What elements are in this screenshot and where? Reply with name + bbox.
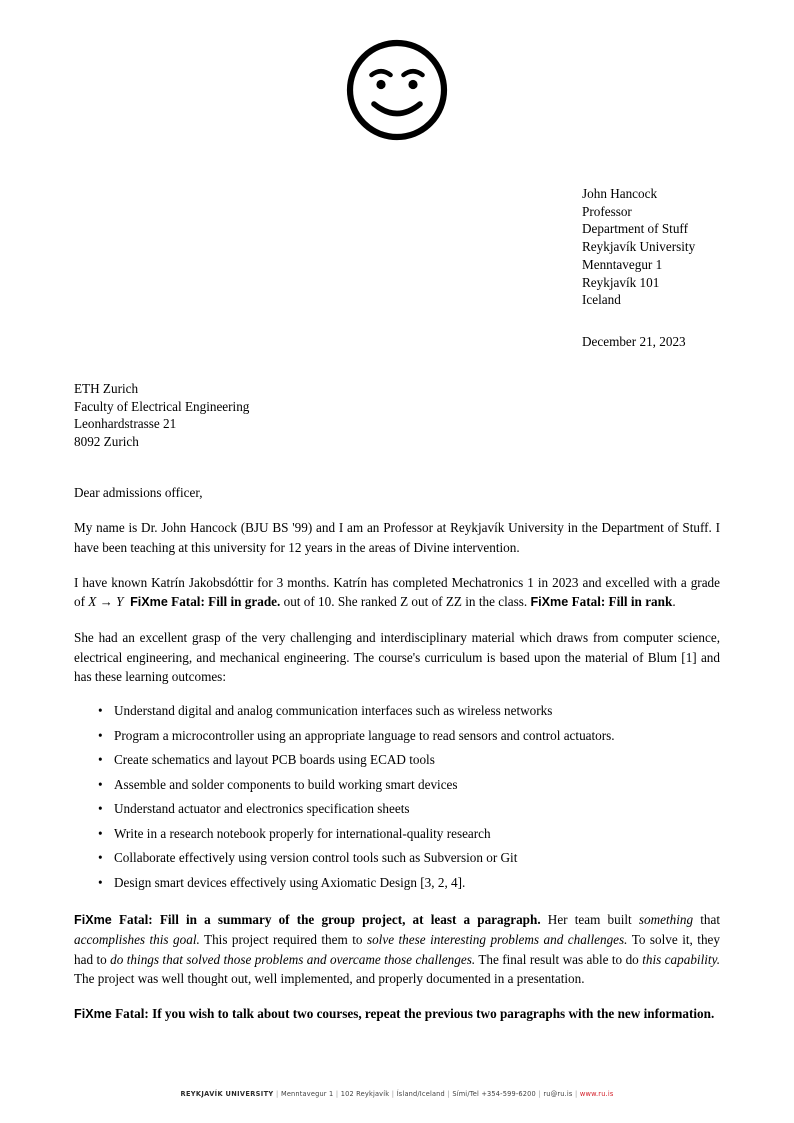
list-item: • Collaborate effectively using version control tools such as Subversion or Git xyxy=(114,848,720,867)
project-placeholder-solutions: do things that solved those problems and overcame those challenges. xyxy=(110,951,476,967)
sender-street: Menntavegur 1 xyxy=(582,256,663,272)
paragraph-group-project xyxy=(74,910,720,988)
list-item: • Program a microcontroller using an appropriate language to read sensors and control actuators. xyxy=(114,726,720,745)
project-seg3: This project required them to xyxy=(199,932,367,948)
paragraph-introduction: My name is Dr. John Hancock (BJU BS '99) and I am an Professor at Reykjavík University in the Department of Stuff. I have been teaching at this university for 12 years in the areas of Divine intervention. xyxy=(74,520,720,555)
footer-separator: | xyxy=(391,1090,395,1098)
list-item: • Assemble and solder components to build working smart devices xyxy=(114,775,720,794)
project-seg5: The final result was able to do xyxy=(475,951,643,967)
list-item: • Write in a research notebook properly for international-quality research xyxy=(114,824,720,843)
fixme-note-summary: Fatal: Fill in a summary of the group project, at least a paragraph. xyxy=(118,912,541,928)
project-seg2: that xyxy=(693,912,721,928)
footer-separator: | xyxy=(538,1090,541,1098)
fixme-note-two-courses: Fatal: If you wish to talk about two courses, repeat the previous two paragraphs with the new information. xyxy=(115,1006,715,1022)
sender-institution: Reykjavík University xyxy=(582,239,696,255)
project-placeholder-problems: solve these interesting problems and challenges. xyxy=(366,932,628,948)
logo-container xyxy=(0,36,794,144)
sender-department: Department of Stuff xyxy=(582,221,688,237)
footer-university: REYKJAVÍK UNIVERSITY xyxy=(180,1090,274,1098)
sender-title: Professor xyxy=(582,203,632,219)
grade-text-part2: out of 10. She ranked Z out of ZZ in the class. xyxy=(280,594,531,610)
paragraph-grade xyxy=(74,573,720,613)
fixme-tag-two-courses: FiXme xyxy=(74,1007,112,1022)
footer-separator: | xyxy=(335,1090,339,1098)
fixme-tag-summary: FiXme xyxy=(74,913,112,928)
footer-website-link[interactable]: www.ru.is xyxy=(579,1090,614,1098)
sender-address-block xyxy=(582,185,695,309)
footer-postal: 102 Reykjavík xyxy=(340,1090,390,1098)
fixme-note-rank: Fatal: Fill in rank xyxy=(571,594,673,610)
list-item: • Design smart devices effectively using Axiomatic Design [3, 2, 4]. xyxy=(114,873,720,892)
recipient-institution: ETH Zurich xyxy=(74,381,139,396)
project-placeholder-goal: accomplishes this goal. xyxy=(74,932,200,948)
grade-text-part1: I have known Katrín Jakobsdóttir for 3 months. Katrín has completed Mechatronics 1 in 2023 and excelled with a grade of xyxy=(74,574,720,610)
smiley-face-logo-icon xyxy=(343,36,451,144)
footer-phone: Sími/Tel +354-599-6200 xyxy=(452,1090,536,1098)
salutation: Dear admissions officer, xyxy=(74,485,203,500)
footer-separator: | xyxy=(276,1090,279,1098)
recipient-city: 8092 Zurich xyxy=(74,434,139,450)
grade-text-part3: . xyxy=(672,594,676,610)
project-seg1: Her team built xyxy=(540,912,639,928)
project-placeholder-capability: this capability. xyxy=(642,951,720,967)
fixme-note-grade: Fatal: Fill in grade. xyxy=(171,594,281,610)
paragraph-two-courses-note xyxy=(74,1004,720,1024)
fixme-tag-grade: FiXme xyxy=(130,595,168,610)
footer-address: Menntavegur 1 xyxy=(280,1090,334,1098)
footer-separator: | xyxy=(575,1090,578,1098)
footer-email[interactable]: ru@ru.is xyxy=(543,1090,573,1098)
sender-name: John Hancock xyxy=(582,186,658,201)
letter-body xyxy=(74,483,720,1041)
paragraph-curriculum: She had an excellent grasp of the very challenging and interdisciplinary material which draws from computer science, electrical engineering, and mechanical engineering. The course's curriculum is based upon the material of Blum [1] and has these learning outcomes: xyxy=(74,630,720,685)
fixme-tag-rank: FiXme xyxy=(530,595,569,610)
page-footer xyxy=(0,1090,794,1098)
recipient-faculty: Faculty of Electrical Engineering xyxy=(74,398,250,414)
learning-outcomes-list xyxy=(74,701,720,892)
letter-date: December 21, 2023 xyxy=(582,334,686,349)
project-placeholder-something: something xyxy=(638,912,694,928)
project-seg6: The project was well thought out, well implemented, and properly documented in a presentation. xyxy=(74,970,585,986)
sender-city: Reykjavík 101 xyxy=(582,274,660,290)
footer-separator: | xyxy=(447,1090,450,1098)
list-item: • Understand actuator and electronics specification sheets xyxy=(114,799,720,818)
list-item: • Understand digital and analog communication interfaces such as wireless networks xyxy=(114,701,720,720)
list-item: • Create schematics and layout PCB boards using ECAD tools xyxy=(114,750,720,769)
sender-country: Iceland xyxy=(582,292,621,308)
recipient-street: Leonhardstrasse 21 xyxy=(74,416,177,432)
footer-country: Ísland/Iceland xyxy=(396,1090,445,1098)
grade-math-expression: X → Y xyxy=(88,594,124,610)
project-seg4: To solve it, they had to xyxy=(74,932,720,967)
recipient-address-block xyxy=(74,380,249,451)
